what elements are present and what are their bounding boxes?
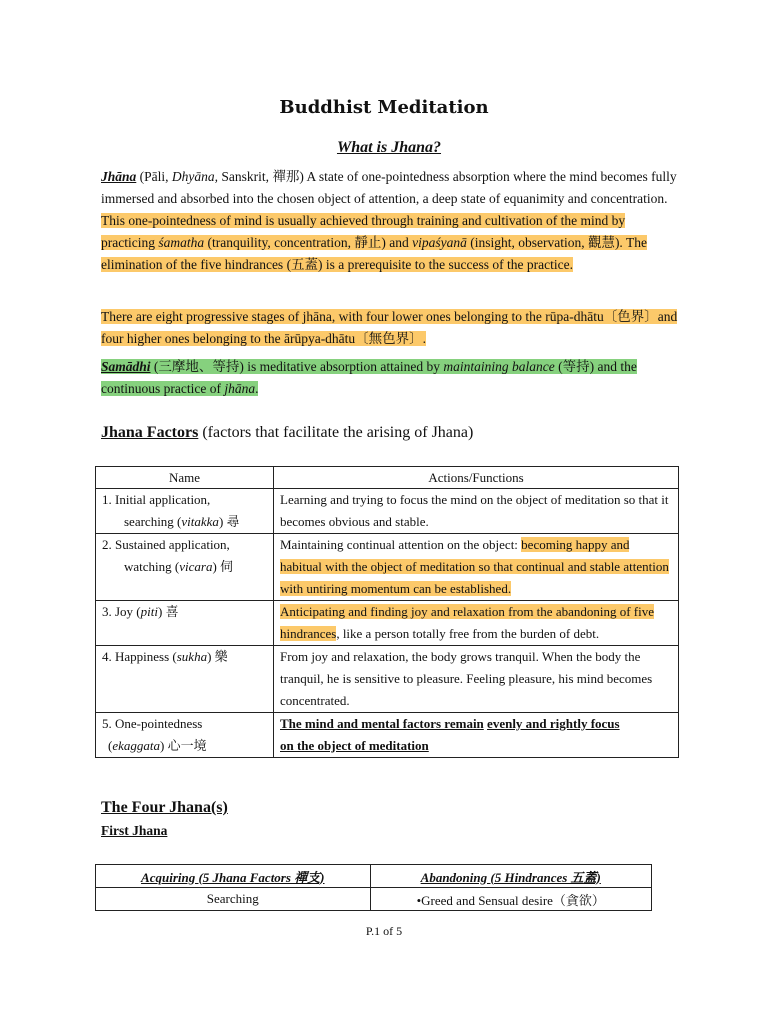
table-row: 4. Happiness (sukha) 樂 From joy and relaxation, the body grows tranquil. When the body the tranquil, he is sensitive to pleasure. Feeling pleasure, his mind becomes concentrated. [96, 646, 679, 713]
intro-paragraph: Jhāna (Pāli, Dhyāna, Sanskrit, 禪那) A state of one-pointedness absorption where the mind becomes fully immersed and absorbed into the chosen object of attention, a deep state of equanimity and concentration. This one-pointedness of mind is usually achieved through training and cultivation of the mind by practicing śamatha (tranquility, concentration, 靜止) and vipaśyanā (insight, observation, 觀慧). The elimination of the five hindrances (五蓋) is a prerequisite to the success of the practice. [101, 169, 677, 272]
table-header-row [96, 467, 679, 489]
stages-paragraph: There are eight progressive stages of jhāna, with four lower ones belonging to the rūpa-dhātu〔色界〕and four higher ones belonging to the ārūpya-dhātu〔無色界〕. [101, 309, 678, 346]
table-row: 1. Initial application, searching (vitakka) 尋 Learning and trying to focus the mind on the object of meditation so that it becomes obvious and stable. [96, 489, 679, 534]
jhana-term: Jhāna [101, 169, 137, 184]
table-header-row [96, 865, 652, 888]
page-number: P.1 of 5 [365, 924, 403, 938]
samadhi-paragraph [101, 356, 679, 400]
document-title: Buddhist Meditation [279, 97, 489, 118]
table-row: Searching •Greed and Sensual desire（貪欲） [96, 888, 652, 911]
first-jhana-heading: First Jhana [101, 823, 168, 838]
section-subtitle: What is Jhana? [336, 139, 442, 156]
four-jhanas-heading: The Four Jhana(s) [101, 799, 228, 816]
jhana-factors-heading: Jhana Factors (factors that facilitate the arising of Jhana) [101, 424, 474, 441]
col-acquiring-header: Acquiring (5 Jhana Factors 禪支) [96, 865, 371, 888]
highlight-hindrances: The elimination of the five hindrances (五蓋) is a prerequisite to the success of the practice. [101, 235, 647, 272]
highlight-samadhi: Samādhi (三摩地、等持) is meditative absorption attained by maintaining balance (等持) and the continuous practice of jhāna. [101, 359, 637, 396]
col-name-header: Name [96, 467, 274, 489]
first-jhana-table [95, 864, 652, 911]
col-actions-header: Actions/Functions [274, 467, 679, 489]
table-row: 2. Sustained application, watching (vicara) 伺 Maintaining continual attention on the object: becoming happy and habitual with the object of meditation so that continual and stable attention with untiring momentum can be established. [96, 534, 679, 601]
jhana-factors-table [95, 466, 679, 758]
col-abandoning-header: Abandoning (5 Hindrances 五蓋) [370, 865, 651, 888]
highlight-practice: This one-pointedness of mind is usually achieved through training and cultivation of the mind by practicing śamatha (tranquility, concentration, 靜止) and vipaśyanā (insight, observation, 觀慧). [101, 213, 626, 250]
table-row: 5. One-pointedness (ekaggata) 心一境 The mind and mental factors remain evenly and rightly focus on the object of meditation [96, 713, 679, 758]
table-row: 3. Joy (piti) 喜 Anticipating and finding joy and relaxation from the abandoning of five hindrances, like a person totally free from the burden of debt. [96, 601, 679, 646]
